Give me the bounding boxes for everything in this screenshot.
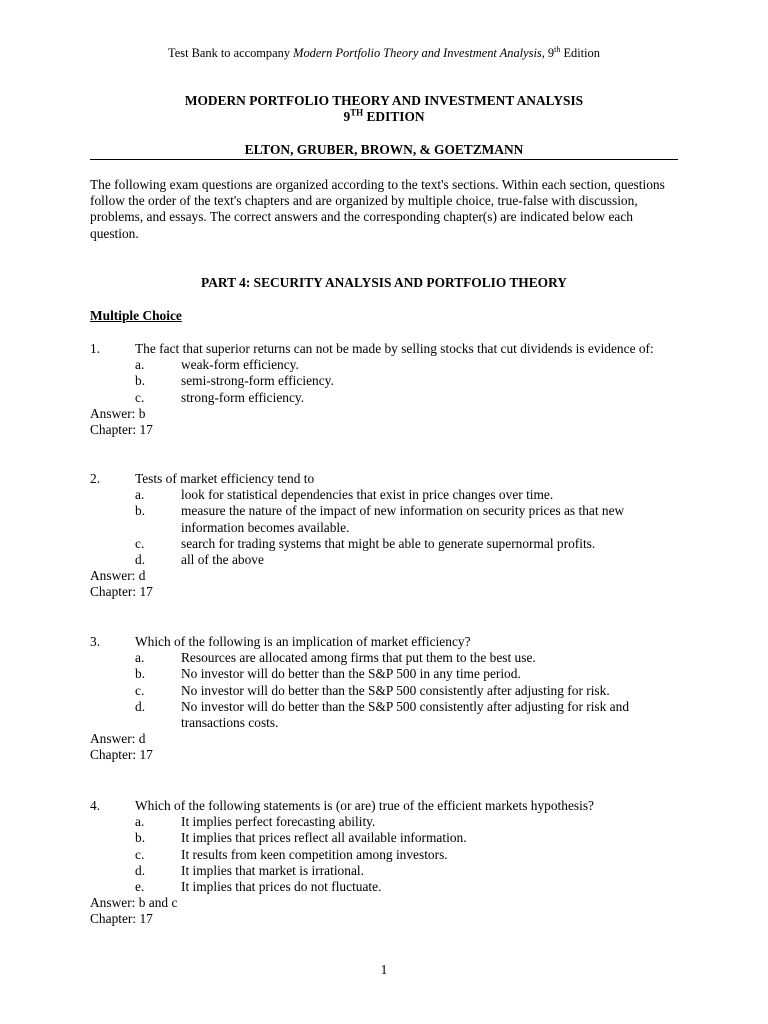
- title-rule: [90, 159, 678, 160]
- chapter-line: Chapter: 17: [90, 747, 153, 763]
- question-2: [90, 471, 680, 601]
- option-text: It implies perfect forecasting ability.: [181, 814, 376, 830]
- question-text: Tests of market efficiency tend to: [135, 471, 315, 486]
- option-c: [90, 390, 680, 406]
- header-edition-sup: th: [554, 44, 561, 54]
- question-text: Which of the following is an implication of market efficiency?: [135, 634, 471, 649]
- option-letter: c.: [135, 846, 145, 862]
- option-d: [90, 699, 680, 715]
- option-c: [90, 536, 680, 552]
- option-text-continued: transactions costs.: [181, 714, 279, 730]
- answer-line: Answer: d: [90, 568, 146, 584]
- option-a: [90, 487, 680, 503]
- option-a: [90, 650, 680, 666]
- option-text: No investor will do better than the S&P 500 in any time period.: [181, 666, 521, 682]
- section-heading: Multiple Choice: [90, 308, 182, 323]
- question-text: Which of the following statements is (or are) true of the efficient markets hypothesis?: [135, 798, 594, 813]
- chapter-line: Chapter: 17: [90, 911, 153, 927]
- option-letter: a.: [135, 487, 145, 503]
- option-letter: c.: [135, 389, 145, 405]
- question-4: [90, 798, 680, 928]
- question-number: 1.: [90, 341, 101, 356]
- option-d: [90, 552, 680, 568]
- option-letter: a.: [135, 650, 145, 666]
- header-edition-suffix: Edition: [560, 46, 600, 60]
- question-number: 2.: [90, 471, 101, 486]
- option-text: It implies that prices do not fluctuate.: [181, 878, 382, 894]
- option-text: measure the nature of the impact of new information on security prices as that new: [181, 503, 625, 519]
- question-number: 4.: [90, 798, 101, 813]
- option-text: It implies that prices reflect all available information.: [181, 830, 467, 846]
- option-letter: d.: [135, 862, 146, 878]
- option-text: all of the above: [181, 551, 264, 567]
- answer-line: Answer: d: [90, 731, 146, 747]
- option-text: strong-form efficiency.: [181, 389, 305, 405]
- question-1: [90, 341, 680, 438]
- option-letter: c.: [135, 682, 145, 698]
- option-letter: a.: [135, 357, 145, 373]
- question-text: The fact that superior returns can not be made by selling stocks that cut dividends is evidence of:: [135, 341, 654, 356]
- option-a: [90, 814, 680, 830]
- option-text: look for statistical dependencies that exist in price changes over time.: [181, 487, 554, 503]
- option-letter: e.: [135, 878, 145, 894]
- edition-label: EDITION: [363, 109, 425, 124]
- option-text: It results from keen competition among investors.: [181, 846, 448, 862]
- page-number: 1: [380, 962, 388, 977]
- part-heading: PART 4: SECURITY ANALYSIS AND PORTFOLIO THEORY: [201, 275, 567, 290]
- option-letter: b.: [135, 830, 146, 846]
- header-prefix: Test Bank to accompany: [168, 46, 294, 60]
- option-text-continued: information becomes available.: [181, 519, 350, 535]
- edition-superscript: TH: [350, 107, 364, 118]
- option-text: search for trading systems that might be able to generate supernormal profits.: [181, 535, 596, 551]
- option-letter: b.: [135, 373, 146, 389]
- option-letter: d.: [135, 551, 146, 567]
- option-b: [90, 830, 680, 846]
- question-number: 3.: [90, 634, 101, 649]
- option-text: weak-form efficiency.: [181, 357, 299, 373]
- option-text: semi-strong-form efficiency.: [181, 373, 334, 389]
- running-header: [0, 45, 768, 61]
- option-e: [90, 879, 680, 895]
- option-letter: c.: [135, 535, 145, 551]
- header-book-title: Modern Portfolio Theory and Investment Analysis: [293, 46, 542, 60]
- intro-paragraph: The following exam questions are organized according to the text's sections. Within each section, questions follow the order of the text's chapters and are organized by multiple choice, true-false with discussion, problems, and essays. The correct answers and the corresponding chapter(s) are indicated below each question.: [90, 177, 665, 241]
- option-text: It implies that market is irrational.: [181, 862, 364, 878]
- question-3: [90, 634, 680, 764]
- option-c: [90, 847, 680, 863]
- option-text: No investor will do better than the S&P 500 consistently after adjusting for risk and: [181, 698, 630, 714]
- option-letter: b.: [135, 503, 146, 519]
- option-letter: a.: [135, 814, 145, 830]
- option-a: [90, 357, 680, 373]
- option-text: No investor will do better than the S&P 500 consistently after adjusting for risk.: [181, 682, 610, 698]
- chapter-line: Chapter: 17: [90, 584, 153, 600]
- option-b: [90, 373, 680, 389]
- option-text: Resources are allocated among firms that put them to the best use.: [181, 650, 536, 666]
- header-edition-num: , 9: [541, 46, 555, 60]
- document-authors: ELTON, GRUBER, BROWN, & GOETZMANN: [244, 142, 524, 157]
- document-edition: [0, 109, 768, 125]
- option-d: [90, 863, 680, 879]
- answer-line: Answer: b and c: [90, 895, 178, 911]
- option-b: [90, 666, 680, 682]
- option-letter: b.: [135, 666, 146, 682]
- answer-line: Answer: b: [90, 405, 146, 421]
- option-letter: d.: [135, 698, 146, 714]
- option-c: [90, 683, 680, 699]
- option-b: [90, 503, 680, 519]
- document-title: MODERN PORTFOLIO THEORY AND INVESTMENT ANALYSIS: [184, 93, 584, 108]
- edition-number: 9: [343, 109, 351, 124]
- chapter-line: Chapter: 17: [90, 421, 153, 437]
